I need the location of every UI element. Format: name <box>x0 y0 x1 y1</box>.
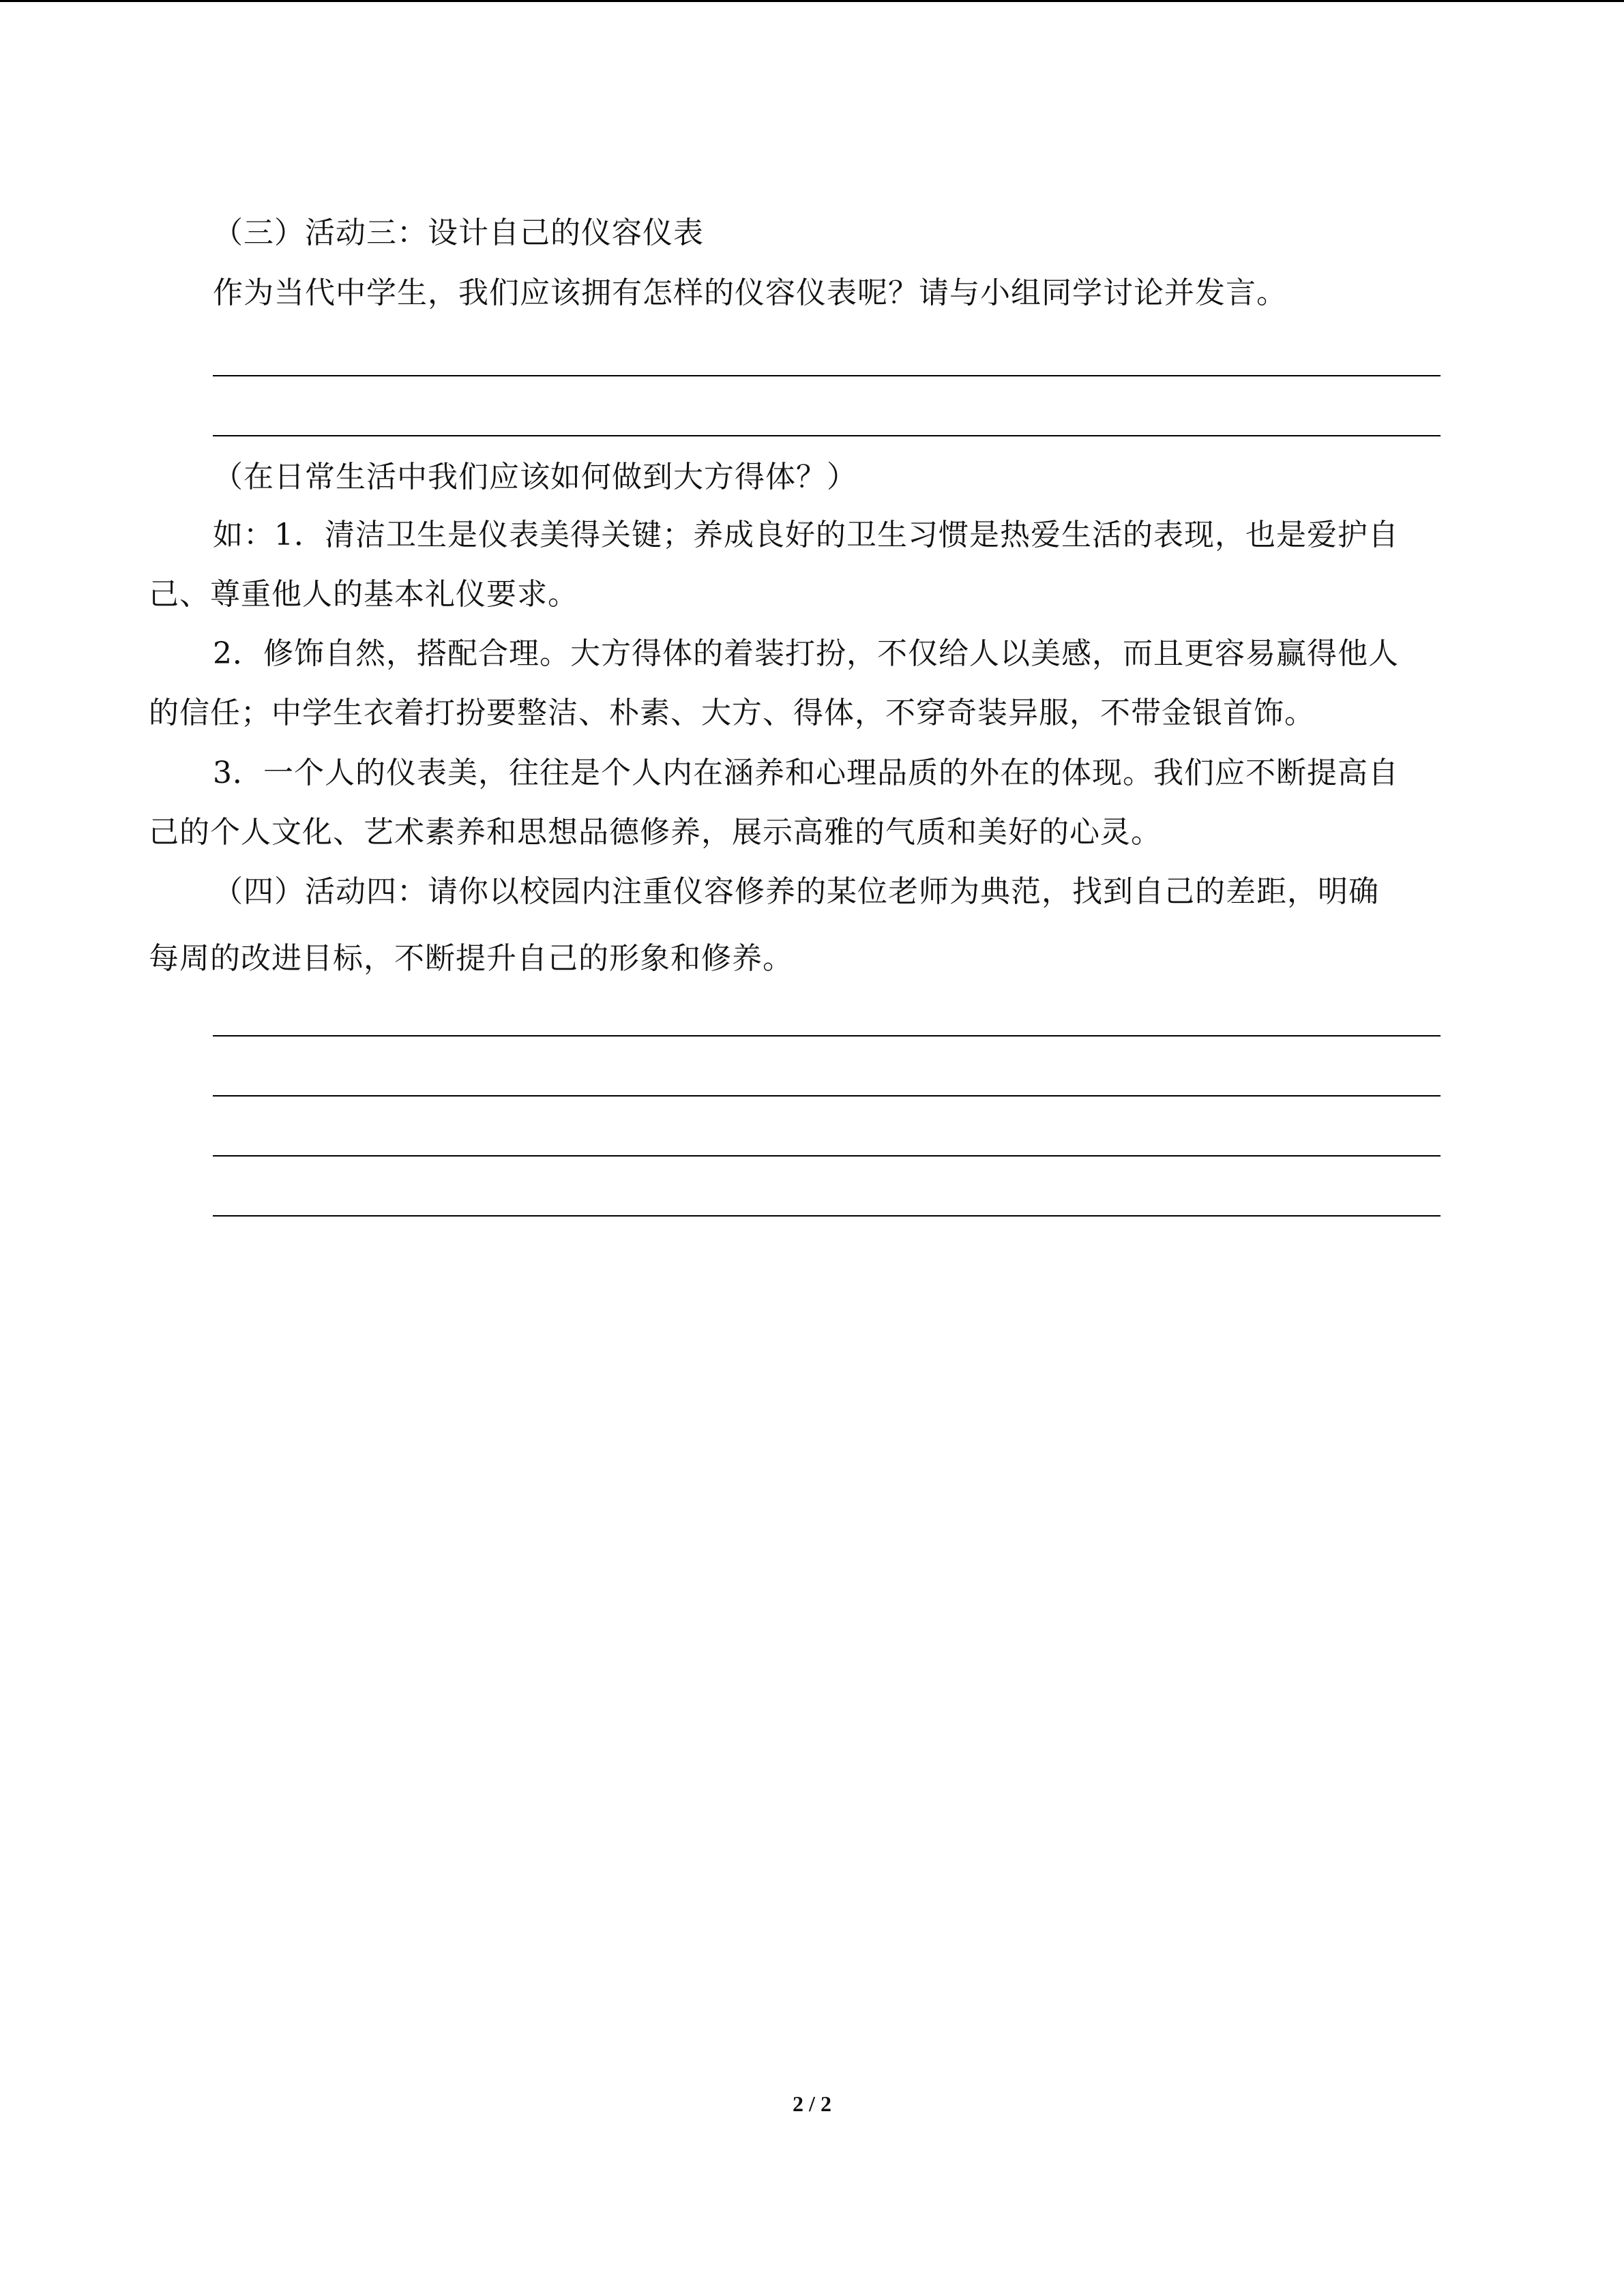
activity4-line2: 每周的改进目标，不断提升自己的形象和修养。 <box>149 941 793 976</box>
activity4-line1: （四）活动四：请你以校园内注重仪容修养的某位老师为典范，找到自己的差距，明确 <box>213 874 1379 909</box>
page-top-border <box>0 0 1624 2</box>
answer-line-3[interactable] <box>213 1035 1441 1037</box>
page-number: 2 / 2 <box>793 2091 831 2116</box>
answer-line-6[interactable] <box>213 1215 1441 1217</box>
answer-line-1[interactable] <box>213 375 1441 376</box>
point2-line2: 的信任；中学生衣着打扮要整洁、朴素、大方、得体，不穿奇装异服，不带金银首饰。 <box>149 696 1315 730</box>
activity3-heading: （三）活动三：设计自己的仪容仪表 <box>213 215 704 250</box>
point3-line1: 3．一个人的仪表美，往往是个人内在涵养和心理品质的外在的体现。我们应不断提高自 <box>213 756 1399 790</box>
point2-line1: 2．修饰自然，搭配合理。大方得体的着装打扮，不仅给人以美感，而且更容易赢得他人 <box>213 636 1399 671</box>
daily-question: （在日常生活中我们应该如何做到大方得体？） <box>213 460 857 494</box>
point1-line2: 己、尊重他人的基本礼仪要求。 <box>149 577 578 612</box>
point3-line2: 己的个人文化、艺术素养和思想品德修养，展示高雅的气质和美好的心灵。 <box>149 815 1162 850</box>
answer-line-5[interactable] <box>213 1155 1441 1157</box>
answer-line-4[interactable] <box>213 1095 1441 1097</box>
point1-line1: 如：1．清洁卫生是仪表美得关键；养成良好的卫生习惯是热爱生活的表现，也是爱护自 <box>213 518 1399 552</box>
answer-line-2[interactable] <box>213 435 1441 436</box>
activity3-prompt: 作为当代中学生，我们应该拥有怎样的仪容仪表呢？请与小组同学讨论并发言。 <box>213 275 1287 310</box>
